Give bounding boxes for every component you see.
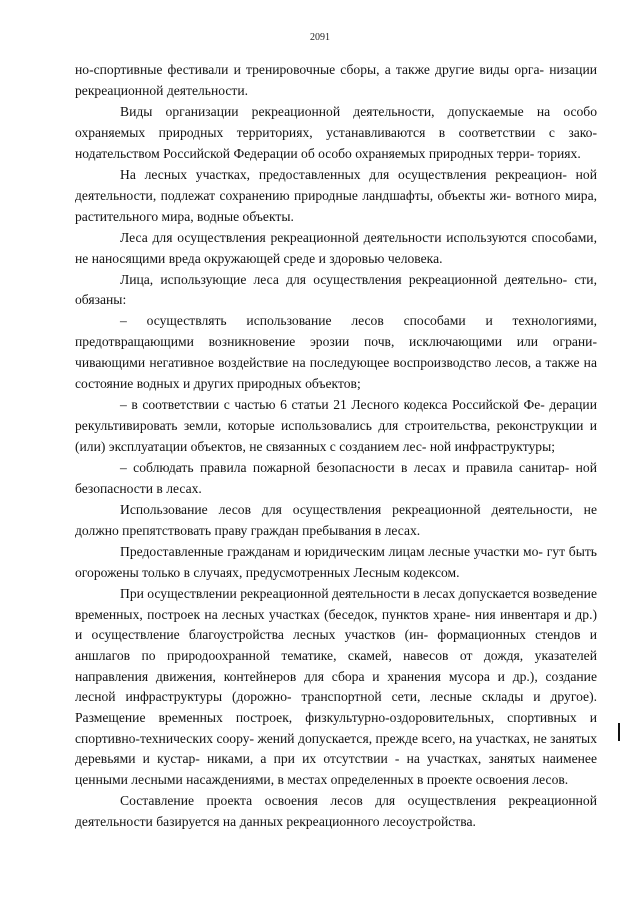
paragraph-obligations-intro: Лица, использующие леса для осуществления рекреационной деятельно- сти, обязаны: [75,271,597,308]
paragraph-recreation-types: Виды организации рекреационной деятельности, допускаемые на особо охраняемых природных территориях, устанавливаются в соответствии с зако- нодательством Российской Федерации об особо охраняемых природных терри- ториях. [75,103,597,161]
paragraph-harmless-methods: Леса для осуществления рекреационной деятельности используются способами, не наносящими вреда окружающей среде и здоровью человека. [75,229,597,266]
paragraph-citizen-access: Использование лесов для осуществления рекреационной деятельности, не должно препятствовать праву граждан пребывания в лесах. [75,502,597,538]
paragraph-temporary-buildings: При осуществлении рекреационной деятельности в лесах допускается возведение временных, построек на лесных участках (беседок, пунктов хране- ния инвентаря и др.) и осуществление благоустройства лесных участков (ин- формационных стендов и аншлагов по природоохранной тематике, скамей, навесов от дождя, указателей направления движения, контейнеров для сбора и хранения мусора и др.), создание лесной инфраструктуры (дорожно- транспортной сети, лесные склады и другое). Размещение временных построек, физкультурно-оздоровительных, спортивных и спортивно-технических соору- жений допускается, прежде всего, на участках, не занятых деревьями и кустар- никами, а при их отсутствии - на участках, занятых наименее ценными лесными насаждениями, в местах определенных в проекте освоения лесов. [75,585,597,788]
paragraph-landscape-preservation: На лесных участках, предоставленных для осуществления рекреацион- ной деятельности, подлежат сохранению природные ландшафты, объекты жи- вотного мира, растительного мира, водные объекты. [75,166,597,224]
paragraph-fencing: Предоставленные гражданам и юридическим лицам лесные участки мо- гут быть огорожены только в случаях, предусмотренных Лесным кодексом. [75,543,597,580]
paragraph-forest-project: Составление проекта освоения лесов для осуществления рекреационной деятельности базируется на данных рекреационного лесоустройства. [75,792,597,829]
paragraph-continuation: но-спортивные фестивали и тренировочные сборы, а также другие виды орга- низации рекреационной деятельности. [75,62,597,98]
list-item-erosion: – осуществлять использование лесов способами и технологиями, предотвращающими возникновение эрозии почв, исключающими или ограни- чивающими негативное воздействие на последующее воспроизводство лесов, а также на состояние водных и других природных объектов; [75,313,597,392]
margin-change-bar [618,723,620,741]
list-item-recultivation: – в соответствии с частью 6 статьи 21 Лесного кодекса Российской Фе- дерации рекультивировать земли, которые использовались для строительства, реконструкции и (или) эксплуатации объектов, не связанных с созданием лес- ной инфраструктуры; [75,397,597,455]
page-number: 2091 [310,32,330,43]
list-item-fire-safety: – соблюдать правила пожарной безопасности в лесах и правила санитар- ной безопасности в лесах. [75,460,597,497]
body-text [75,60,597,833]
